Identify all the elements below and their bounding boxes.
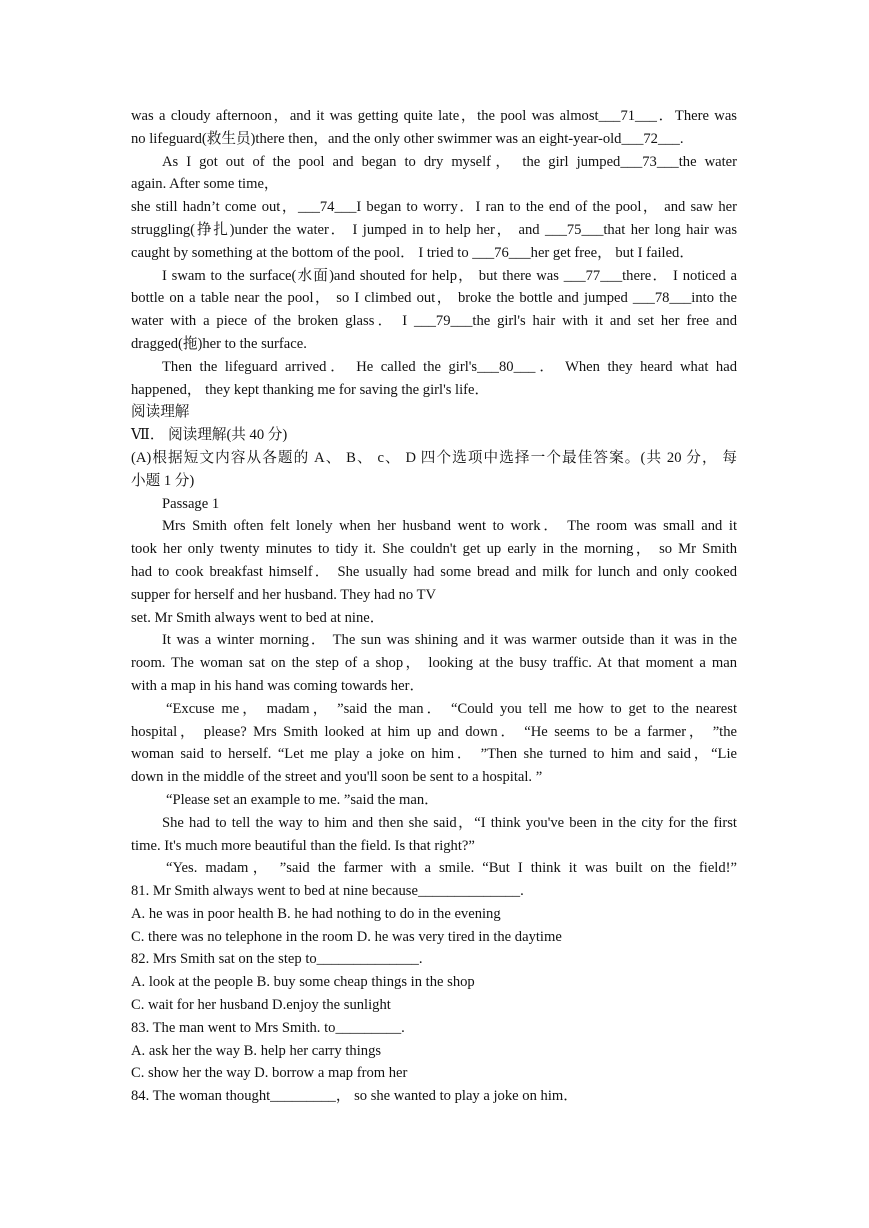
text-line: had to cook breakfast himself． She usually had some bread and milk for lunch and only cooked [131,563,737,580]
text-line: was a cloudy afternoon，and it was getting quite late，the pool was almost___71___．There was [131,108,737,124]
instruction-text: 小题 1 分) [131,472,195,489]
text-line: with a map in his hand was coming towards her． [131,677,425,694]
text-line: Then the lifeguard arrived． He called the girl's___80___． When they heard what had [162,358,737,375]
text-line: hospital， please? Mrs Smith looked at him up and down． “He seems to be a farmer， ”the [131,723,737,740]
text-line: down in the middle of the street and you'll soon be sent to a hospital. ” [131,769,543,786]
text-line: room. The woman sat on the step of a shop， looking at the busy traffic. At that moment a man [131,655,737,672]
text-line: I swam to the surface(水面)and shouted for help， but there was ___77___there． I noticed a [162,267,737,284]
section-heading: 阅读理解 [131,404,190,421]
text-line: She had to tell the way to him and then she said，“I think you've been in the city for the first [162,814,737,831]
text-line: time. It's much more beautiful than the field. Is that right?” [131,837,475,854]
text-line: It was a winter morning． The sun was shining and it was warmer outside than it was in the [162,632,737,649]
document-body [131,105,737,1108]
text-line: she still hadn’t come out，___74___I began to worry．I ran to the end of the pool， and saw her [131,199,737,216]
text-line: water with a piece of the broken glass． I ___79___the girl's hair with it and set her free and [131,313,737,330]
text-line: caught by something at the bottom of the pool． I tried to ___76___her get free， but I failed． [131,244,694,261]
text-line: dragged(拖)her to the surface. [131,335,307,352]
text-line: set. Mr Smith always went to bed at nine． [131,609,385,626]
text-line: bottle on a table near the pool， so I climbed out， broke the bottle and jumped ___78___into the [131,290,737,307]
passage-title: Passage 1 [162,495,220,512]
instruction-text: (A)根据短文内容从各题的 A、 B、 c、 D 四个选项中选择一个最佳答案。(共 20 分， 每 [131,449,737,466]
section-title: Ⅶ． 阅读理解(共 40 分) [131,427,288,444]
text-line: happened， they kept thanking me for saving the girl's life． [131,381,490,398]
question-81: 81. Mr Smith always went to bed at nine because______________. [131,883,524,900]
text-line: Mrs Smith often felt lonely when her husband went to work． The room was small and it [162,518,737,535]
text-line: woman said to herself. “Let me play a joke on him． ”Then she turned to him and said，“Lie [131,746,737,763]
text-line: again. After some time， [131,176,279,193]
question-83-options-cd: C. show her the way D. borrow a map from her [131,1065,408,1082]
text-line: no lifeguard(救生员)there then，and the only other swimmer was an eight-year-old___72___. [131,130,684,147]
text-line: As I got out of the pool and began to dry myself， the girl jumped___73___the water [162,153,737,170]
text-line: “Excuse me， madam， ”said the man． “Could you tell me how to get to the nearest [166,700,737,717]
text-line: “Yes. madam， ”said the farmer with a smile. “But I think it was built on the field!” [166,860,737,877]
question-83: 83. The man went to Mrs Smith. to_________. [131,1019,405,1036]
question-81-options-ab: A. he was in poor health B. he had nothing to do in the evening [131,905,501,922]
question-82-options-cd: C. wait for her husband D.enjoy the sunlight [131,997,391,1014]
question-84: 84. The woman thought_________， so she wanted to play a joke on him． [131,1088,578,1105]
question-81-options-cd: C. there was no telephone in the room D. he was very tired in the daytime [131,928,562,945]
question-83-options-ab: A. ask her the way B. help her carry things [131,1042,382,1059]
question-82: 82. Mrs Smith sat on the step to______________. [131,951,423,968]
text-line: took her only twenty minutes to tidy it. She couldn't get up early in the morning， so Mr Smith [131,541,737,558]
text-line: supper for herself and her husband. They had no TV [131,586,437,603]
text-line: struggling(挣扎)under the water． I jumped in to help her， and ___75___that her long hair was [131,221,737,238]
question-82-options-ab: A. look at the people B. buy some cheap things in the shop [131,974,475,991]
text-line: “Please set an example to me. ”said the man． [166,791,439,808]
